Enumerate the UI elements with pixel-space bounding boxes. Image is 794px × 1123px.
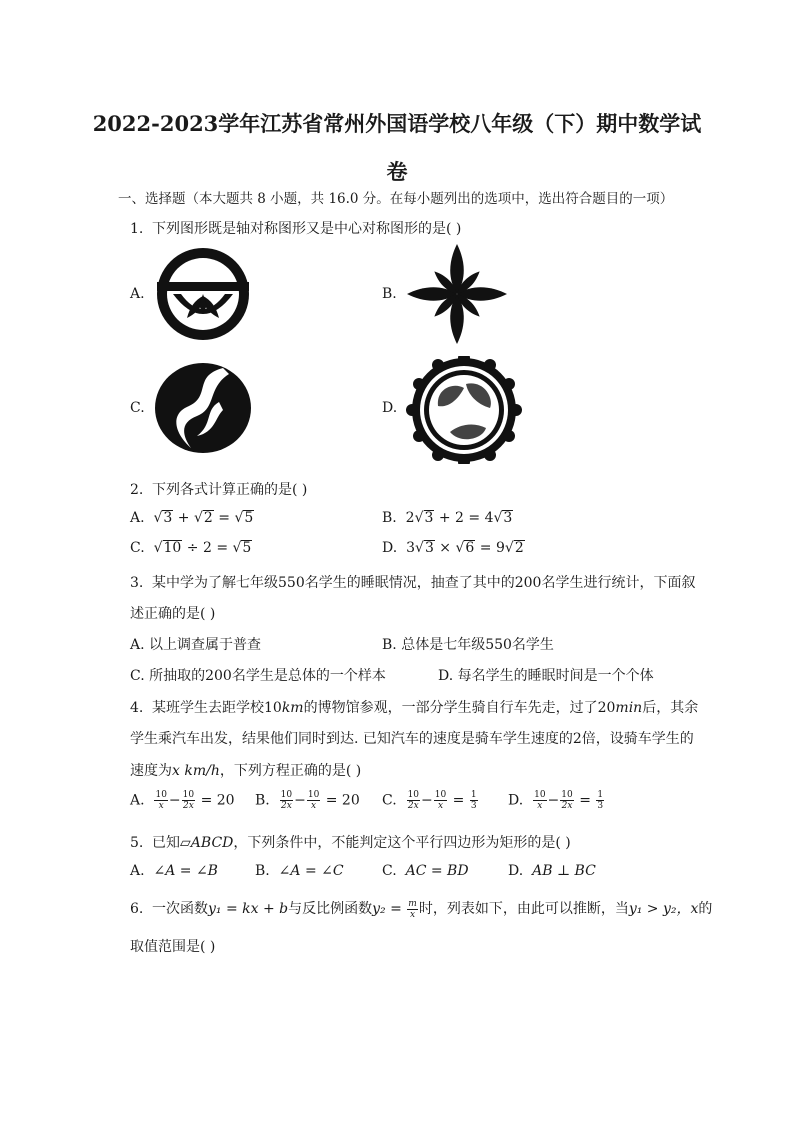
q3-option-d[interactable]: D. 每名学生的睡眠时间是一个个体 bbox=[438, 668, 654, 684]
question-3: 3. 某中学为了解七年级550名学生的睡眠情况，抽查了其中的200名学生进行统计，下面叙 bbox=[130, 575, 696, 591]
q2-option-d[interactable]: D. 3√3 × √6 = 9√2 bbox=[382, 540, 524, 556]
question-4-cont-2: 速度为x km/h，下列方程正确的是( ) bbox=[130, 763, 362, 779]
question-6-cont: 取值范围是( ) bbox=[130, 939, 216, 955]
q2-option-a[interactable]: A. √3 + √2 = √5 bbox=[130, 510, 254, 526]
emblem-a-icon bbox=[155, 246, 251, 342]
q1-option-a-label[interactable]: A. bbox=[130, 286, 145, 302]
q3-option-b[interactable]: B. 总体是七年级550名学生 bbox=[382, 637, 554, 653]
q1-option-c-label[interactable]: C. bbox=[130, 400, 145, 416]
q1-option-b-label[interactable]: B. bbox=[382, 286, 397, 302]
leaf-seal-icon bbox=[406, 356, 522, 464]
q4-option-d[interactable]: D. $\frac{10}{x}$ − $\frac{10}{2x}$ = $\frac{1}{3}$ bbox=[508, 790, 604, 811]
q2-option-c[interactable]: C. √10 ÷ 2 = √5 bbox=[130, 540, 252, 556]
q5-option-c[interactable]: C. AC = BD bbox=[382, 863, 469, 879]
section-heading: 一、选择题（本大题共 8 小题，共 16.0 分。在每小题列出的选项中，选出符合题目的一项） bbox=[118, 191, 674, 207]
q5-option-a[interactable]: A. ∠A = ∠B bbox=[130, 863, 218, 879]
q5-option-b[interactable]: B. ∠A = ∠C bbox=[255, 863, 344, 879]
page-title: 2022-2023学年江苏省常州外国语学校八年级（下）期中数学试 卷 bbox=[92, 111, 702, 184]
question-3-cont: 述正确的是( ) bbox=[130, 606, 216, 622]
q5-option-d[interactable]: D. AB ⊥ BC bbox=[508, 863, 596, 879]
q1-option-d-label[interactable]: D. bbox=[382, 400, 398, 416]
four-leaf-flower-icon bbox=[405, 242, 509, 346]
question-1: 1. 下列图形既是轴对称图形又是中心对称图形的是( ) bbox=[130, 221, 462, 237]
q3-option-a[interactable]: A. 以上调查属于普查 bbox=[130, 637, 262, 653]
q4-option-c[interactable]: C. $\frac{10}{2x}$ − $\frac{10}{x}$ = $\frac{1}{3}$ bbox=[382, 790, 477, 811]
q2-option-b[interactable]: B. 2√3 + 2 = 4√3 bbox=[382, 510, 513, 526]
question-4-cont: 学生乘汽车出发，结果他们同时到达. 已知汽车的速度是骑车学生速度的2倍，设骑车学生的 bbox=[130, 731, 694, 747]
yin-yang-wave-icon bbox=[153, 362, 253, 454]
q3-option-c[interactable]: C. 所抽取的200名学生是总体的一个样本 bbox=[130, 668, 386, 684]
question-5: 5. 已知▱ABCD，下列条件中，不能判定这个平行四边形为矩形的是( ) bbox=[130, 835, 571, 851]
q4-option-a[interactable]: A. $\frac{10}{x}$ − $\frac{10}{2x}$ = 20 bbox=[130, 790, 235, 811]
q4-option-b[interactable]: B. $\frac{10}{2x}$ − $\frac{10}{x}$ = 20 bbox=[255, 790, 360, 811]
question-4: 4. 某班学生去距学校10km的博物馆参观，一部分学生骑自行车先走，过了20min后，其余 bbox=[130, 700, 699, 716]
question-6: 6. 一次函数y₁ = kx + b与反比例函数y₂ = $\frac{m}{x}$ 时，列表如下，由此可以推断，当y₁ > y₂，x的 bbox=[130, 898, 713, 920]
question-2: 2. 下列各式计算正确的是( ) bbox=[130, 482, 308, 498]
